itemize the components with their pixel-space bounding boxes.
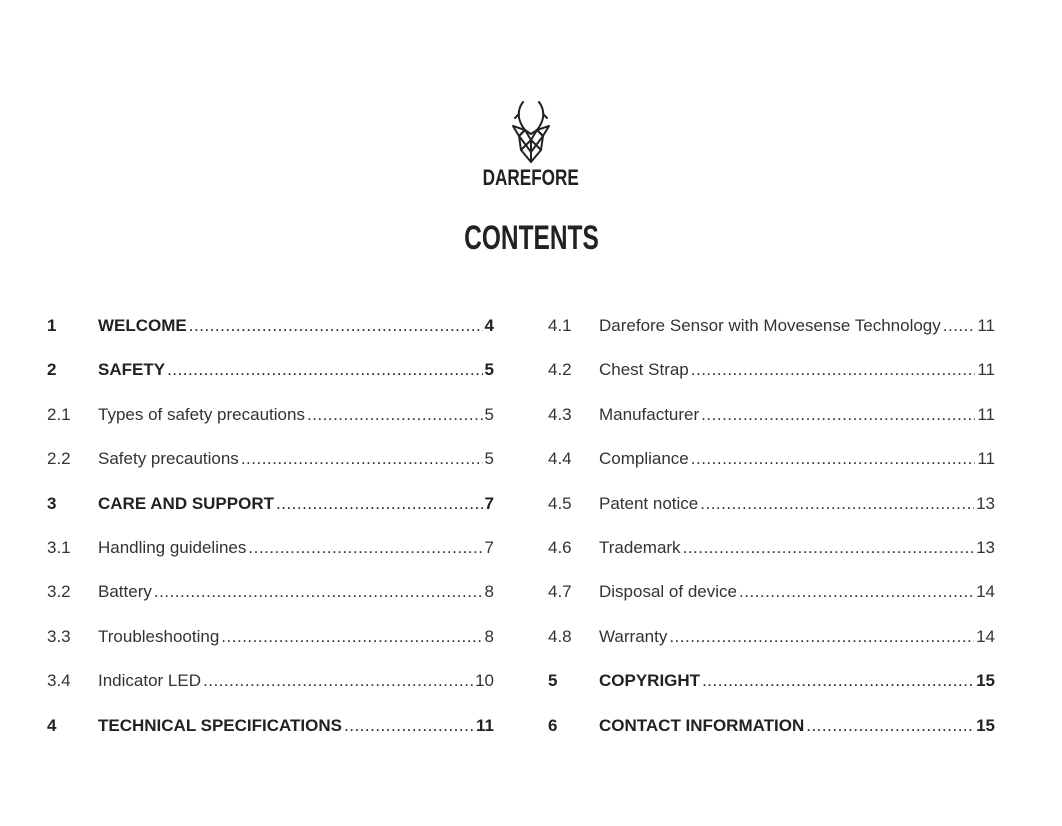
toc-entry-page: 10: [475, 671, 494, 691]
dot-leader: [806, 712, 974, 740]
dot-leader: [739, 578, 974, 606]
toc-entry-label: Chest Strap: [599, 360, 689, 380]
toc-entry-page: 11: [977, 316, 995, 335]
toc-entry-number: 3.4: [47, 671, 71, 691]
dot-leader: [221, 623, 482, 651]
toc-entry-page: 5: [484, 360, 494, 380]
toc-entry[interactable]: [548, 667, 995, 711]
toc-entry[interactable]: [47, 356, 494, 400]
toc-entry-number: 3.2: [47, 582, 71, 602]
toc-entry-number: 1: [47, 316, 57, 335]
toc-entry-label: COPYRIGHT: [599, 671, 701, 691]
toc-entry-page: 13: [976, 537, 995, 557]
dot-leader: [248, 534, 482, 562]
toc-entry-page: 8: [484, 582, 494, 602]
toc-entry-page: 13: [976, 493, 995, 513]
toc-entry-label: Darefore Sensor with Movesense Technology: [599, 316, 941, 335]
toc-entry-page: 15: [976, 671, 995, 691]
toc-entry[interactable]: [47, 445, 494, 489]
toc-entry[interactable]: [548, 490, 995, 534]
dot-leader: [307, 401, 483, 429]
toc-column-right: [548, 312, 995, 756]
toc-entry-number: 4.8: [548, 626, 572, 646]
toc-entry-label: Patent notice: [599, 493, 699, 513]
toc-entry[interactable]: [548, 356, 995, 400]
toc-entry-label: SAFETY: [98, 360, 166, 380]
toc-entry[interactable]: [548, 623, 995, 667]
dot-leader: [669, 623, 974, 651]
dot-leader: [691, 356, 976, 384]
toc-entry-number: 4.7: [548, 582, 572, 602]
deer-head-icon: [509, 100, 553, 164]
toc-entry[interactable]: [47, 312, 494, 356]
toc-entry-page: 4: [484, 316, 494, 335]
toc-entry-number: 3: [47, 493, 57, 513]
toc-entry-number: 4.5: [548, 493, 572, 513]
toc-entry-label: Manufacturer: [599, 404, 700, 424]
toc-entry-number: 3.3: [47, 626, 71, 646]
toc-entry-page: 14: [976, 626, 995, 646]
toc-entry-page: 7: [484, 537, 494, 557]
toc-entry-label: Troubleshooting: [98, 626, 220, 646]
toc-entry-label: Trademark: [599, 537, 681, 557]
toc-entry-page: 15: [976, 715, 995, 735]
dot-leader: [154, 578, 483, 606]
toc-entry-label: Safety precautions: [98, 449, 239, 469]
toc-entry[interactable]: [548, 578, 995, 622]
dot-leader: [167, 356, 482, 384]
toc-entry-label: Indicator LED: [98, 671, 201, 691]
toc-entry[interactable]: [548, 445, 995, 489]
toc-entry[interactable]: [47, 667, 494, 711]
toc-entry-number: 2.2: [47, 449, 71, 469]
dot-leader: [203, 667, 473, 695]
toc-entry-page: 7: [484, 493, 494, 513]
page-title: CONTENTS: [463, 219, 599, 257]
toc-entry-number: 4: [47, 715, 57, 735]
toc-entry-number: 6: [548, 715, 558, 735]
toc-entry-page: 5: [484, 404, 494, 424]
toc-entry[interactable]: [548, 312, 995, 356]
toc-entry-label: Handling guidelines: [98, 537, 247, 557]
toc-entry-label: Disposal of device: [599, 582, 737, 602]
toc-entry-number: 3.1: [47, 537, 71, 557]
toc-entry-number: 4.3: [548, 404, 572, 424]
toc-entry-label: Types of safety precautions: [98, 404, 305, 424]
toc-entry[interactable]: [548, 401, 995, 445]
toc-entry-page: 14: [976, 582, 995, 602]
dot-leader: [683, 534, 975, 562]
toc-entry[interactable]: [47, 623, 494, 667]
toc-entry-number: 5: [548, 671, 558, 691]
toc-entry-page: 11: [476, 715, 494, 735]
toc-entry-number: 4.4: [548, 449, 572, 469]
toc-entry[interactable]: [47, 534, 494, 578]
brand-logo: [0, 100, 1062, 190]
toc-entry-label: Warranty: [599, 626, 668, 646]
toc-entry-page: 5: [484, 449, 494, 469]
toc-entry-page: 11: [977, 449, 995, 469]
toc-entry-label: CONTACT INFORMATION: [599, 715, 805, 735]
toc-entry-label: Compliance: [599, 449, 689, 469]
dot-leader: [241, 445, 483, 473]
dot-leader: [701, 401, 975, 429]
toc-entry[interactable]: [47, 401, 494, 445]
toc-entry-label: Battery: [98, 582, 152, 602]
dot-leader: [344, 712, 474, 740]
dot-leader: [276, 490, 483, 518]
brand-name: DAREFORE: [482, 165, 580, 190]
toc-entry-number: 4.2: [548, 360, 572, 380]
toc-entry[interactable]: [47, 490, 494, 534]
toc-entry-page: 11: [977, 404, 995, 424]
toc-entry-page: 8: [484, 626, 494, 646]
toc-entry[interactable]: [548, 712, 995, 756]
dot-leader: [943, 312, 976, 340]
toc-entry-label: WELCOME: [98, 316, 187, 335]
dot-leader: [702, 667, 974, 695]
toc-entry-number: 4.1: [548, 316, 572, 335]
dot-leader: [189, 312, 483, 340]
dot-leader: [691, 445, 976, 473]
toc-entry-label: CARE AND SUPPORT: [98, 493, 274, 513]
toc-entry[interactable]: [47, 712, 494, 756]
toc-entry[interactable]: [47, 578, 494, 622]
toc-entry-number: 2.1: [47, 404, 71, 424]
toc-entry-number: 2: [47, 360, 57, 380]
toc-entry[interactable]: [548, 534, 995, 578]
dot-leader: [700, 490, 974, 518]
toc-column-left: [47, 312, 494, 756]
toc-entry-label: TECHNICAL SPECIFICATIONS: [98, 715, 342, 735]
toc-entry-number: 4.6: [548, 537, 572, 557]
toc-entry-page: 11: [977, 360, 995, 380]
